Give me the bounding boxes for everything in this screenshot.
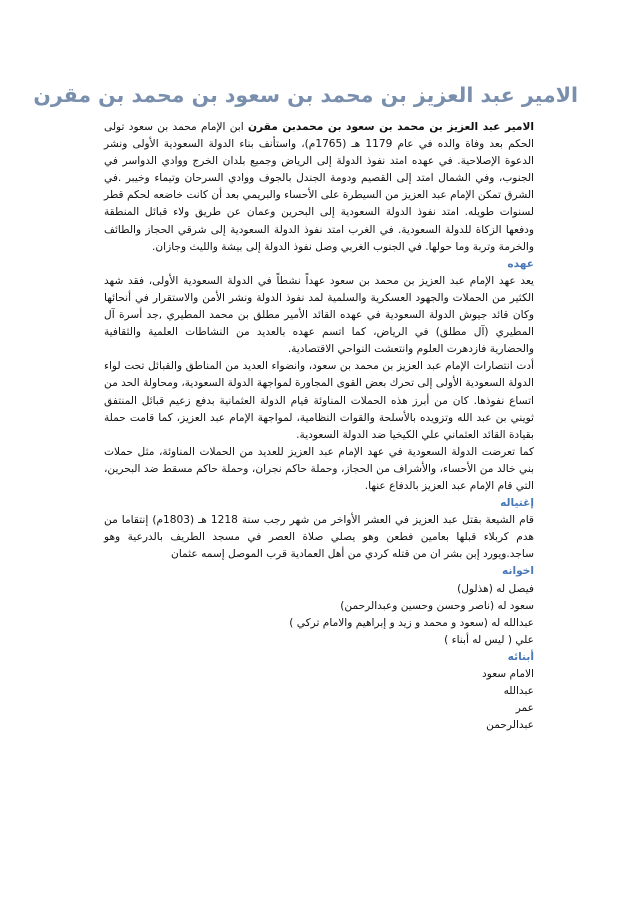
list-item: عمر [515,702,534,715]
intro-lead: الامير عبد العزيز بن محمد بن سعود بن محمدبن مقرن [247,121,534,133]
section-heading-brothers: اخوانه [502,565,534,578]
list-item: سعود له (ناصر وحسن وحسين وعبدالرحمن) [340,599,534,612]
section-heading-reign: عهده [507,257,534,270]
list-item: عبدالله [503,685,534,698]
reign-paragraph-2: أدت انتصارات الإمام عبد العزيز بن محمد بن سعود، وانضواء العديد من المناطق والقبائل تحت لواء الدولة السعودية الأولى إلى تحرك بعض القوى المجاورة لمواجهة الدولة السعودية، ومحاولة الحد من اتساع نفوذها. كان من أبرز هذه الحملات المناوئة قيام الدولة العثمانية بدفع زعيم قبائل المنتفق ثويني بن عبد الله وتزويده بالأسلحة والقوات النظامية، لمواجهة الإمام عبد العزيز، كما قامت حملة بقيادة القائد العثماني علي الكيخيا ضد الدولة السعودية. [104,360,534,441]
intro-text: ابن الإمام محمد بن سعود تولى الحكم بعد وفاة والده في عام 1179 هـ (1765م)، واستأنف بناء الدولة السعودية الأولى ونشر الدعوة الإصلاحية. في عهده امتد نفوذ الدولة إلى الرياض وجميع بلدان الخرج ووادي الدواسر في الجنوب، وفي الشمال امتد إلى القصيم ودومة الجندل بالجوف ووادي السرحان وتيماء وخيبر .في الشرق تمكن الإمام عبد العزيز من السيطرة على الأحساء والبريمي بعد أن كانت خاضعه لحكم قطر لسنوات طويله. امتد نفوذ الدولة السعودية إلى البحرين وعمان عن طريق ولاء قبائل المنطقة ودفعها الزكاة للدولة السعودية. في الغرب امتد نفوذ الدولة السعودية إلى شرقي الحجاز والطائف والخرمة وتربة وما حولها. في الجنوب الغربي وصل نفوذ الدولة إلى بيشة والليث وجازان. [104,121,534,253]
reign-paragraph-3: كما تعرضت الدولة السعودية في عهد الإمام عبد العزيز للعديد من الحملات المناوئة، مثل حملات بني خالد من الأحساء، والأشراف من الحجاز، وحملة حاكم نجران، وحملة حاكم مسقط ضد البحرين، التي قام الإمام عبد العزيز بالدفاع عنها. [104,445,534,492]
assassination-paragraph: قام الشيعة بقتل عبد العزيز في العشر الأواخر من شهر رجب سنة 1218 هـ (1803م) إنتقاما من هدم كربلاء قبلها بعامين فطعن وهو يصلي صلاة العصر في مسجد الطريف بالدرعية وهو ساجد.ويورد إبن بشر ان من قتله كردي من أهل العمادية قرب الموصل إسمه عثمان [104,514,534,561]
page-title: الامير عبد العزيز بن محمد بن سعود بن محمد بن مقرن [33,83,578,107]
sons-list [104,666,534,734]
list-item: علي ( ليس له أبناء ) [444,633,534,646]
brothers-list [104,581,534,649]
list-item: عبدالرحمن [486,719,534,732]
intro-paragraph [104,119,534,256]
section-heading-assassination: إغتياله [500,497,534,510]
list-item: عبدالله له (سعود و محمد و زيد و إبراهيم والامام تركي ) [289,616,534,629]
list-item: فيصل له (هذلول) [457,582,534,595]
reign-paragraph-1: يعد عهد الإمام عبد العزيز بن محمد بن سعود عهداً نشطاً في الدولة السعودية الأولى، فقد شهد الكثير من الحملات والجهود العسكرية والسلمية لمد نفوذ الدولة ونشر الأمن والاستقرار في أنحائها وكان قائد جيوش الدولة السعودية في عهده القائد الأمير مطلق بن محمد المطيري ,جد أسرة آل المطيري (آل مطلق) في الرياض، كما اتسم عهده بالعديد من النشاطات العلمية والثقافية والحضارية فازدهرت العلوم وانتعشت النواحي الاقتصادية. [104,274,534,356]
section-heading-sons: أبنائه [507,650,534,663]
document-body [104,119,534,734]
list-item: الامام سعود [482,668,534,680]
